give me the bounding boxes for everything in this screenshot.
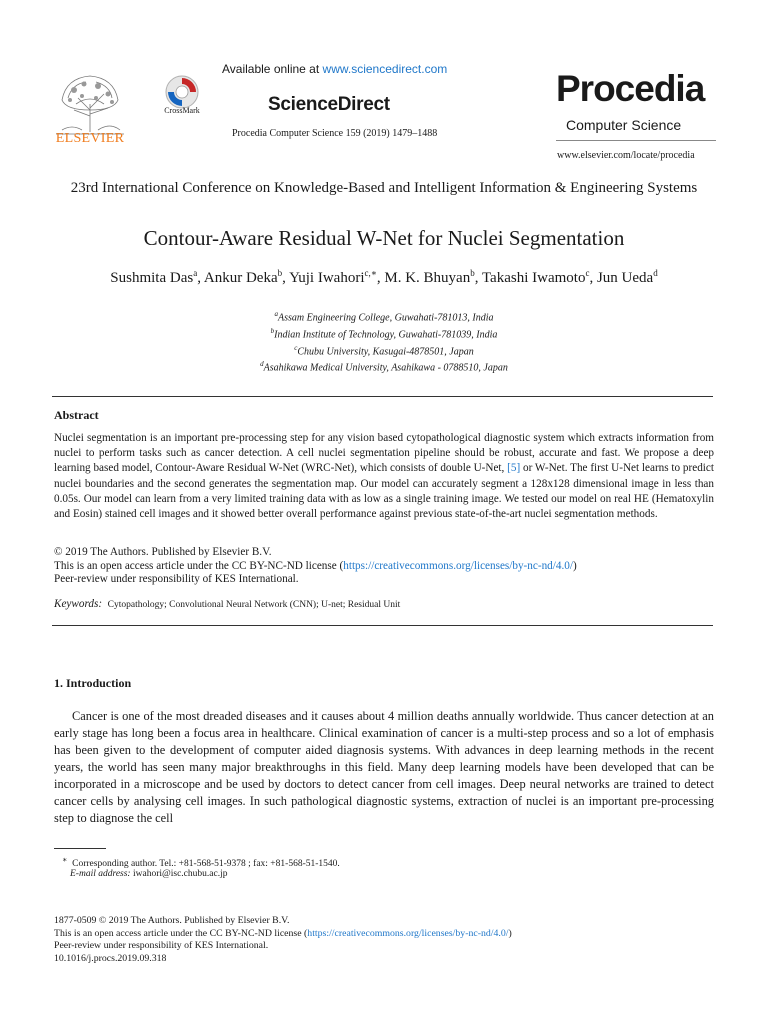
affiliation: $^d$Asahikawa Medical University, Asahikawa - 0788510, Japan [260, 360, 508, 374]
affiliation: $^c$Chubu University, Kasugai-4878501, Japan [294, 343, 474, 357]
license-link[interactable]: https://creativecommons.org/licenses/by-nc-nd/4.0/ [343, 559, 573, 572]
procedia-logo: Procedia [556, 68, 705, 109]
affiliation-list [40, 308, 728, 375]
keywords-line [54, 598, 714, 610]
peer-review-line: Peer-review under responsibility of KES International. [54, 573, 299, 585]
copyright-line: © 2019 The Authors. Published by Elsevier B.V. [54, 546, 272, 558]
abstract-top-rule [52, 396, 713, 397]
keywords-label: Keywords: [54, 598, 103, 610]
footnote-rule [54, 848, 106, 849]
conference-name: 23rd International Conference on Knowledge-Based and Intelligent Information & Engineering Systems [70, 180, 698, 196]
procedia-divider [556, 140, 716, 141]
bottom-publication-info [54, 915, 714, 965]
author: Yuji Iwahori$^{c,∗}$ [289, 268, 377, 286]
bottom-license-link[interactable]: https://creativecommons.org/licenses/by-nc-nd/4.0/ [307, 927, 509, 939]
email-address[interactable]: iwahori@isc.chubu.ac.jp [132, 869, 228, 879]
license-line: This is an open access article under the CC BY-NC-ND license (https://creativecommons.org/licenses/by-nc-nd/4.0/) [54, 559, 577, 572]
abstract-text: Nuclei segmentation is an important pre-processing step for any vision based cytopathological diagnostic system which extracts information from nuclei to perform tasks such as cancer detection. A cell nuclei segmentation pipeline should be robust, accurate and fast. We propose a deep learning based model, Contour-Aware Residual W-Net (WRC-Net), which consists of double U-Net, [5] or W-Net. The first U-Net learns to predict nuclei boundaries and the second generates the segmentation map. Our model can accurately segment a 128x128 dimensional image in less than 0.05s. Our model can learn from a very limited training data with as low as a single training image. We tested our model on real HE (Hematoxylin and Eosin) stained cell images and it showed better overall performance against previous state-of-the-art nuclei segmentation methods. [54, 432, 714, 521]
doi-line[interactable]: 10.1016/j.procs.2019.09.318 [54, 952, 167, 964]
citation-link[interactable]: [5] [507, 462, 521, 475]
issn-line: 1877-0509 © 2019 The Authors. Published by Elsevier B.V. [54, 915, 290, 926]
affiliation: $^b$Indian Institute of Technology, Guwahati-781039, India [270, 326, 498, 341]
journal-reference: Procedia Computer Science 159 (2019) 1479–1488 [232, 128, 438, 139]
author: Sushmita Das$^a$ [110, 268, 198, 286]
copyright-block [54, 546, 714, 587]
author: Takashi Iwamoto$^c$ [481, 268, 590, 286]
section-heading: 1. Introduction [54, 676, 132, 690]
available-online-line [222, 62, 447, 76]
author: M. K. Bhuyan$^b$ [384, 268, 475, 286]
email-note: E-mail address: iwahori@isc.chubu.ac.jp [70, 869, 228, 879]
crossmark-label: CrossMark [164, 106, 200, 115]
available-prefix: Available online at [222, 62, 323, 76]
elsevier-wordmark: ELSEVIER [55, 131, 125, 146]
corresponding-author-note: ∗ Corresponding author. Tel.: +81-568-51-9378 ; fax: +81-568-51-1540. [62, 855, 340, 870]
author-list: Sushmita Das$^a$, Ankur Deka$^b$, Yuji Iwahori$^{c,∗}$, M. K. Bhuyan$^b$, Takashi Iwamoto$^c$, Jun Ueda$^d$ [110, 268, 658, 286]
bottom-peer-review-line: Peer-review under responsibility of KES International. [54, 940, 269, 951]
sciencedirect-link[interactable]: www.sciencedirect.com [322, 62, 448, 76]
bottom-license-line: This is an open access article under the CC BY-NC-ND license (https://creativecommons.org/licenses/by-nc-nd/4.0/) [54, 927, 512, 939]
sciencedirect-logo: ScienceDirect [268, 94, 390, 115]
author: Ankur Deka$^b$ [203, 268, 283, 286]
procedia-url[interactable]: www.elsevier.com/locate/procedia [557, 150, 695, 161]
author: Jun Ueda$^d$ [596, 268, 658, 286]
keywords-text: Cytopathology; Convolutional Neural Network (CNN); U-net; Residual Unit [107, 600, 401, 610]
abstract-bottom-rule [52, 625, 713, 626]
abstract-heading: Abstract [54, 408, 99, 422]
affiliation: $^a$Assam Engineering College, Guwahati-781013, India [274, 310, 494, 324]
procedia-subtitle: Computer Science [566, 117, 682, 133]
intro-paragraph: Cancer is one of the most dreaded diseases and it causes about 4 million deaths annually worldwide. Thus cancer detection at an early stage has long been a focus area in healthcare. Clinical examination of cancer is a multi-step process and so a lot of emphasis has been given to the development of computer aided diagnosis systems. With advances in deep learning methods in the recent years, the world has seen many major breakthroughs in this field. Many deep learning models have been developed that can be incorporated in a microscope and be used by doctors to detect cancer from cell images. Deep neural networks are trained to detect cancer cells by analysing cell images. In such pathological diagnostic systems, extraction of nuclei is an important pre-processing step to diagnose the cell [54, 709, 714, 825]
paper-title: Contour-Aware Residual W-Net for Nuclei Segmentation [143, 226, 625, 250]
